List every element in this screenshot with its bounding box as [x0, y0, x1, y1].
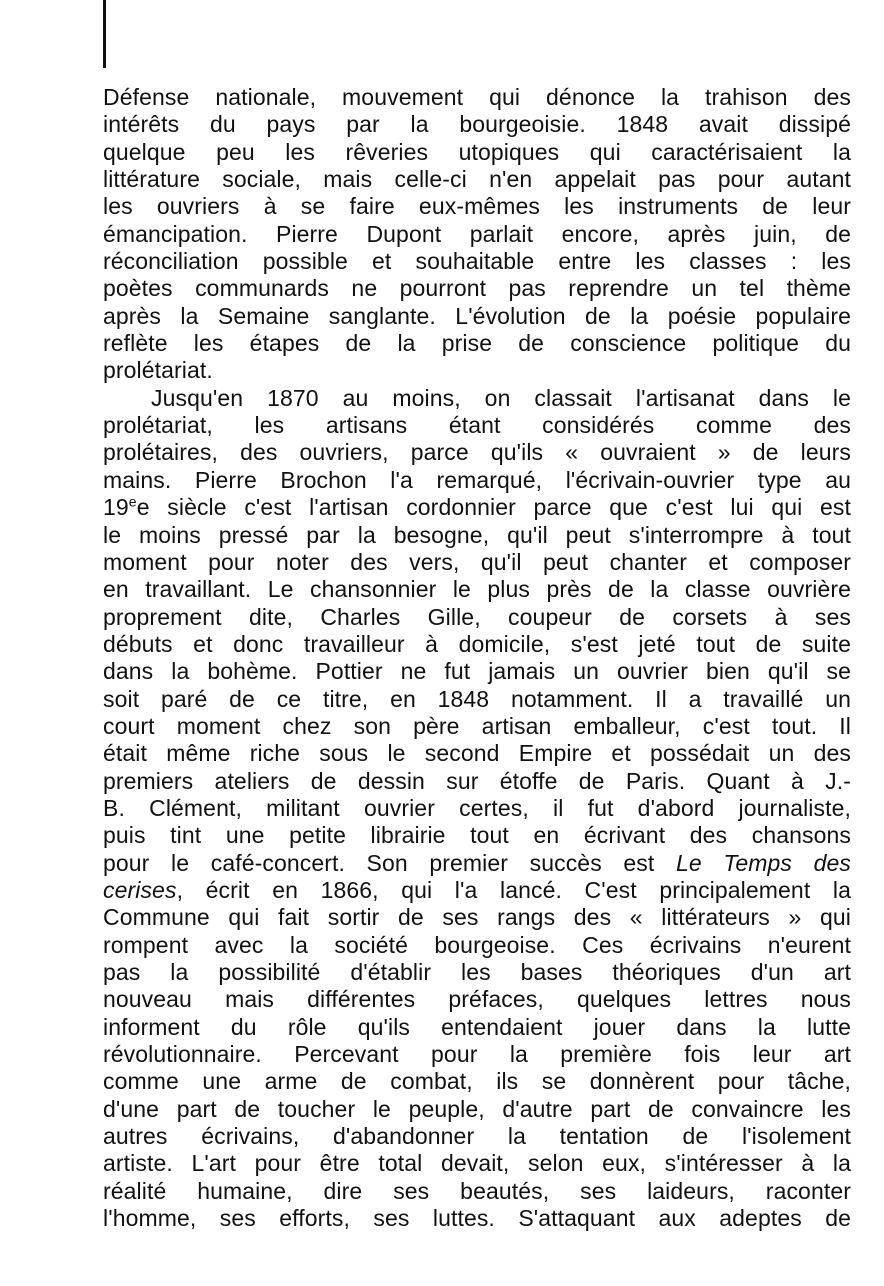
text-line: prolétariat, les artisans étant considérés comme des: [103, 412, 851, 439]
text-line: proprement dite, Charles Gille, coupeur de corsets à ses: [103, 603, 851, 630]
text-line: puis tint une petite librairie tout en écrivant des chansons: [103, 822, 851, 849]
text-line: premiers ateliers de dessin sur étoffe de Paris. Quant à J.-: [103, 767, 851, 794]
text-run: e siècle c'est l'artisan cordonnier parce que c'est lui qui est: [136, 494, 851, 521]
text-line: réalité humaine, dire ses beautés, ses laideurs, raconter: [103, 1177, 851, 1204]
text-run: , écrit en 1866, qui l'a lancé. C'est principalement la: [176, 876, 851, 903]
text-line: court moment chez son père artisan emballeur, c'est tout. Il: [103, 712, 851, 739]
text-line: dans la bohème. Pottier ne fut jamais un ouvrier bien qu'il se: [103, 658, 851, 685]
text-line: intérêts du pays par la bourgeoisie. 1848 avait dissipé: [103, 111, 851, 138]
text-line: poètes communards ne pourront pas reprendre un tel thème: [103, 275, 851, 302]
margin-rule: [103, 0, 106, 68]
text-line: les ouvriers à se faire eux-mêmes les instruments de leur: [103, 193, 851, 220]
text-run: pour le café-concert. Son premier succès est: [103, 849, 676, 876]
text-line: [103, 494, 851, 521]
text-line: comme une arme de combat, ils se donnèrent pour tâche,: [103, 1068, 851, 1095]
book-title: Le Temps des: [675, 849, 851, 876]
body-text: [103, 84, 851, 1232]
text-line: littérature sociale, mais celle-ci n'en appelait pas pour autant: [103, 166, 851, 193]
text-line: prolétariat.: [103, 357, 213, 384]
text-line: était même riche sous le second Empire et possédait un des: [103, 740, 851, 767]
text-line: réconciliation possible et souhaitable entre les classes : les: [103, 248, 851, 275]
text-line: pas la possibilité d'établir les bases théoriques d'un art: [103, 959, 851, 985]
text-line: émancipation. Pierre Dupont parlait encore, après juin, de: [103, 220, 851, 247]
text-line: mains. Pierre Brochon l'a remarqué, l'écrivain-ouvrier type au: [103, 466, 851, 493]
text-line: l'homme, ses efforts, ses luttes. S'attaquant aux adeptes de: [103, 1205, 851, 1232]
book-title: cerises: [103, 876, 177, 903]
text-line: après la Semaine sanglante. L'évolution de la poésie populaire: [103, 302, 851, 329]
century-number: 19: [103, 494, 129, 521]
text-line: quelque peu les rêveries utopiques qui caractérisaient la: [103, 138, 851, 165]
text-line: débuts et donc travailleur à domicile, s'est jeté tout de suite: [103, 630, 851, 657]
text-line: Défense nationale, mouvement qui dénonce la trahison des: [103, 84, 851, 110]
text-line: autres écrivains, d'abandonner la tentation de l'isolement: [103, 1123, 851, 1150]
text-line: révolutionnaire. Percevant pour la première fois leur art: [103, 1041, 851, 1068]
text-line: Commune qui fait sortir de ses rangs des « littérateurs » qui: [103, 904, 851, 931]
text-line: B. Clément, militant ouvrier certes, il fut d'abord journaliste,: [103, 794, 851, 821]
text-line: le moins pressé par la besogne, qu'il peut s'interrompre à tout: [103, 521, 851, 548]
ordinal-superscript: e: [128, 493, 137, 510]
text-line: rompent avec la société bourgeoise. Ces écrivains n'eurent: [103, 931, 851, 958]
text-line: soit paré de ce titre, en 1848 notamment. Il a travaillé un: [103, 685, 851, 712]
text-line: artiste. L'art pour être total devait, selon eux, s'intéresser à la: [103, 1150, 851, 1177]
text-line: reflète les étapes de la prise de conscience politique du: [103, 330, 851, 357]
text-line: moment pour noter des vers, qu'il peut chanter et composer: [103, 548, 851, 575]
text-line: Jusqu'en 1870 au moins, on classait l'artisanat dans le: [151, 384, 851, 411]
text-line-with-title: [103, 877, 851, 904]
text-line: prolétaires, des ouvriers, parce qu'ils « ouvraient » de leurs: [103, 439, 851, 466]
text-line-with-title: [103, 850, 851, 877]
text-line: en travaillant. Le chansonnier le plus près de la classe ouvrière: [103, 576, 851, 603]
text-line: d'une part de toucher le peuple, d'autre part de convaincre les: [103, 1095, 851, 1122]
text-line: nouveau mais différentes préfaces, quelques lettres nous: [103, 986, 851, 1013]
text-line: informent du rôle qu'ils entendaient jouer dans la lutte: [103, 1013, 851, 1040]
